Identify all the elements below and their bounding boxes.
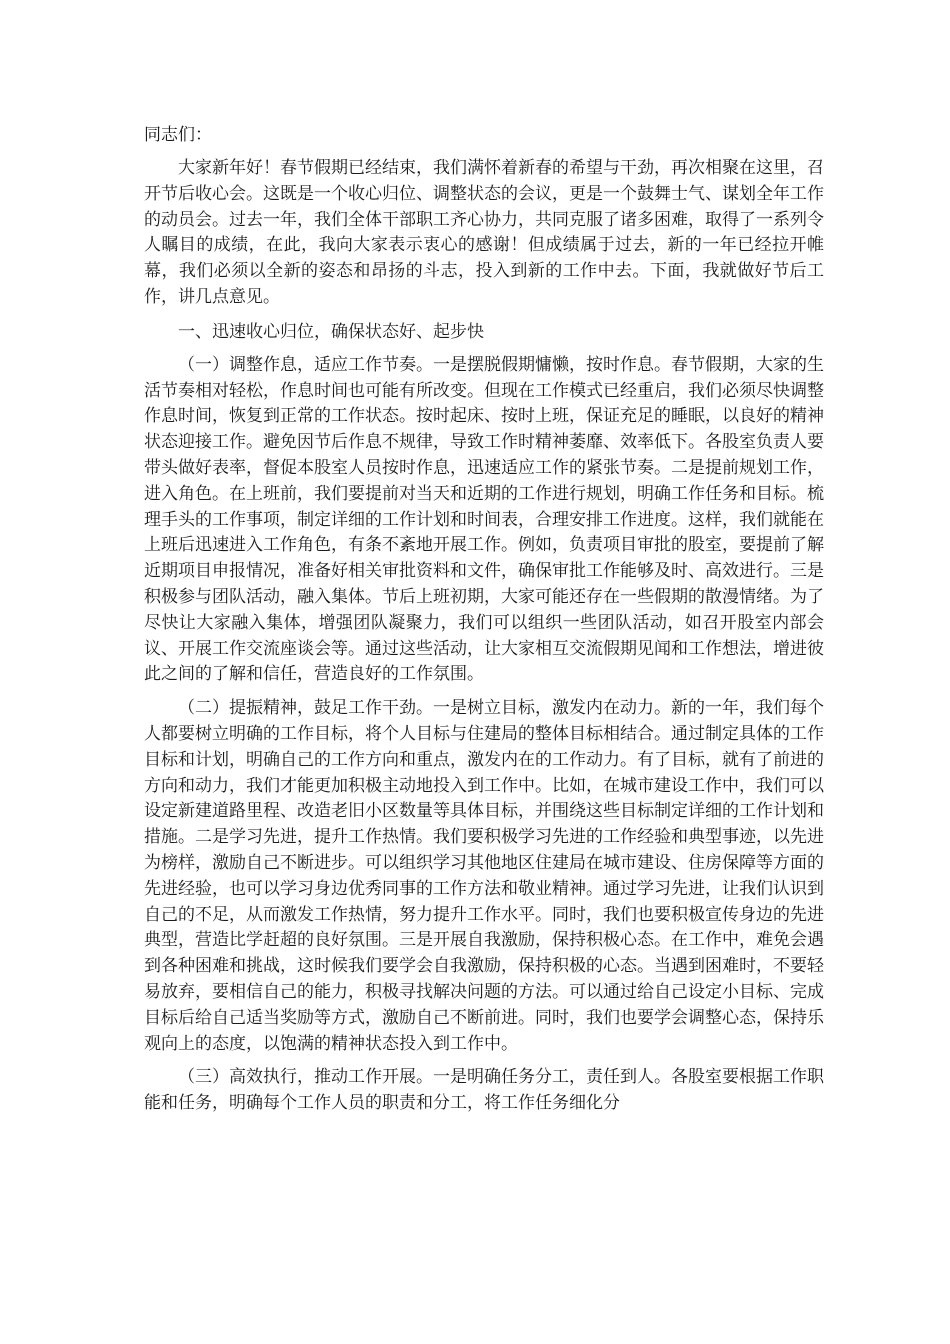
intro-paragraph: 大家新年好！春节假期已经结束，我们满怀着新春的希望与干劲，再次相聚在这里，召开节后收心会。这既是一个收心归位、调整状态的会议，更是一个鼓舞士气、谋划全年工作的动员会。过去一年，我们全体干部职工齐心协力，共同克服了诸多困难，取得了一系列令人瞩目的成绩，在此，我向大家表示衷心的感谢！但成绩属于过去，新的一年已经拉开帷幕，我们必须以全新的姿态和昂扬的斗志，投入到新的工作中去。下面，我就做好节后工作，讲几点意见。 [144,158,824,307]
salutation: 同志们： [144,125,212,145]
subsection-1-paragraph: （一）调整作息，适应工作节奏。一是摆脱假期慵懒，按时作息。春节假期，大家的生活节奏相对轻松，作息时间也可能有所改变。但现在工作模式已经重启，我们必须尽快调整作息时间，恢复到正常的工作状态。按时起床、按时上班，保证充足的睡眠，以良好的精神状态迎接工作。避免因节后作息不规律，导致工作时精神萎靡、效率低下。各股室负责人要带头做好表率，督促本股室人员按时作息，迅速适应工作的紧张节奏。二是提前规划工作，进入角色。在上班前，我们要提前对当天和近期的工作进行规划，明确工作任务和目标。梳理手头的工作事项，制定详细的工作计划和时间表，合理安排工作进度。这样，我们就能在上班后迅速进入工作角色，有条不紊地开展工作。例如，负责项目审批的股室，要提前了解近期项目申报情况，准备好相关审批资料和文件，确保审批工作能够及时、高效进行。三是积极参与团队活动，融入集体。节后上班初期，大家可能还存在一些假期的散漫情绪。为了尽快让大家融入集体，增强团队凝聚力，我们可以组织一些团队活动，如召开股室内部会议、开展工作交流座谈会等。通过这些活动，让大家相互交流假期见闻和工作想法，增进彼此之间的了解和信任，营造良好的工作氛围。 [144,354,824,685]
section-heading-1: 一、迅速收心归位，确保状态好、起步快 [178,321,484,342]
subsection-2-paragraph: （二）提振精神，鼓足工作干劲。一是树立目标，激发内在动力。新的一年，我们每个人都要树立明确的工作目标，将个人目标与住建局的整体目标相结合。通过制定具体的工作目标和计划，明确自己的工作方向和重点，激发内在的工作动力。有了目标，就有了前进的方向和动力，我们才能更加积极主动地投入到工作中。比如，在城市建设工作中，我们可以设定新建道路里程、改造老旧小区数量等具体目标，并围绕这些目标制定详细的工作计划和措施。二是学习先进，提升工作热情。我们要积极学习先进的工作经验和典型事迹，以先进为榜样，激励自己不断进步。可以组织学习其他地区住建局在城市建设、住房保障等方面的先进经验，也可以学习身边优秀同事的工作方法和敬业精神。通过学习先进，让我们认识到自己的不足，从而激发工作热情，努力提升工作水平。同时，我们也要积极宣传身边的先进典型，营造比学赶超的良好氛围。三是开展自我激励，保持积极心态。在工作中，难免会遇到各种困难和挑战，这时候我们要学会自我激励，保持积极的心态。当遇到困难时，不要轻易放弃，要相信自己的能力，积极寻找解决问题的方法。可以通过给自己设定小目标、完成目标后给自己适当奖励等方式，激励自己不断前进。同时，我们也要学会调整心态，保持乐观向上的态度，以饱满的精神状态投入到工作中。 [144,698,824,1054]
document-page [144,122,824,1125]
subsection-3-paragraph: （三）高效执行，推动工作开展。一是明确任务分工，责任到人。各股室要根据工作职能和任务，明确每个工作人员的职责和分工，将工作任务细化分 [144,1067,824,1114]
